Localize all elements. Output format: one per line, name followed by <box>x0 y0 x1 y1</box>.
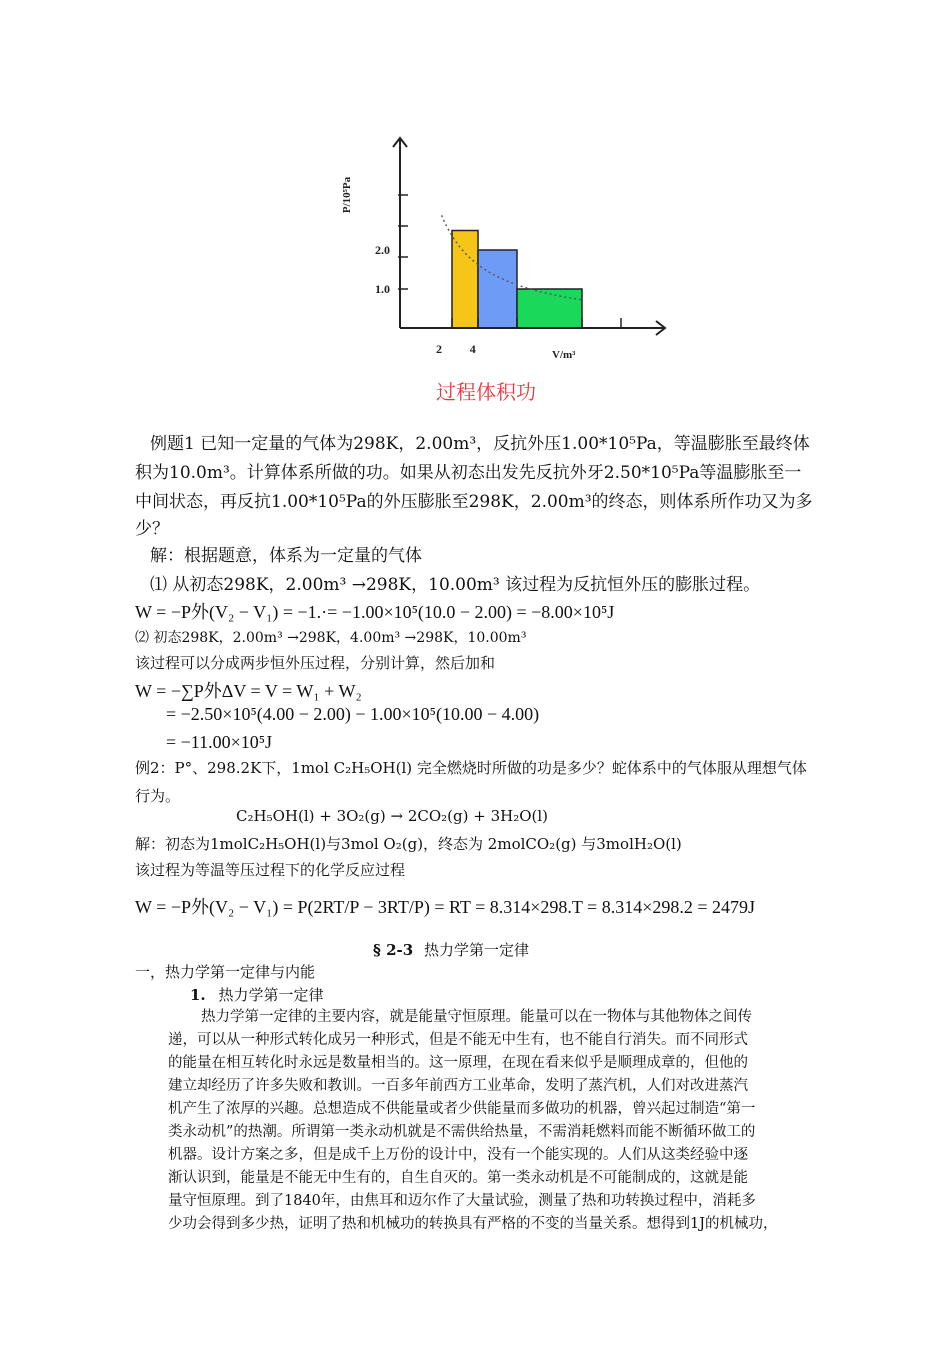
example2-line1: 例2：P°、298.2K下，1mol C₂H₅OH(l) 完全燃烧时所做的功是多少？蛇体系中的气体服从理想气体 <box>135 759 807 777</box>
example1-line4: 少？ <box>135 519 169 539</box>
x-tick-label: 4 <box>469 342 476 356</box>
section-title: 热力学第一定律 <box>423 941 529 959</box>
body-line: 渐认识到，能量是不能无中生有的，自生自灭的。第一类永动机是不可能制成的，这就是能 <box>168 1170 748 1186</box>
body-line: 递，可以从一种形式转化成另一种形式，但是不能无中生有，也不能自行消失。而不同形式 <box>168 1032 748 1048</box>
equation-2a: W = −∑P外ΔV = V = W₁ + W₂ <box>135 681 362 701</box>
body-line: 少功会得到多少热，证明了热和机械功的转换具有严格的不变的当量关系。想得到1J的机械功， <box>168 1216 778 1232</box>
example1-solution: 解：根据题意，体系为一定量的气体 <box>150 546 422 566</box>
section-number: § 2-3 <box>373 941 414 959</box>
body-line: 机产生了浓厚的兴趣。总想造成不供能量或者少供能量而多做功的机器，曾兴起过制造“第一 <box>168 1101 756 1117</box>
x-tick-label: 2 <box>436 342 442 356</box>
subsubsection-heading <box>190 985 323 1006</box>
reaction-equation: C₂H₅OH(l) + 3O₂(g) → 2CO₂(g) + 3H₂O(l) <box>236 807 549 825</box>
y-tick-label: 2.0 <box>375 243 390 257</box>
body-line: 机器。设计方案之多，但是成千上万份的设计中，没有一个能实现的。人们从这类经验中逐 <box>168 1147 748 1163</box>
equation-1: W = −P外(V₂ − V₁) = −1.·= −1.00×10⁵(10.0 − 2.00) = −8.00×10⁵J <box>135 602 615 622</box>
example2-line2: 行为。 <box>135 787 181 805</box>
example1-line2: 积为10.0m³。计算体系所做的功。如果从初态出发先反抗外牙2.50*10⁵Pa等温膨胀至一 <box>135 463 802 483</box>
subsubsection-title: 热力学第一定律 <box>218 986 324 1004</box>
equation-2b: = −2.50×10⁵(4.00 − 2.00) − 1.00×10⁵(10.00 − 4.00) <box>166 704 540 724</box>
body-line: 的能量在相互转化时永远是数量相当的。这一原理，在现在看来似乎是顺理成章的，但他的 <box>168 1055 748 1071</box>
equation-3: W = −P外(V₂ − V₁) = P(2RT/P − 3RT/P) = RT = 8.314×298.T = 8.314×298.2 = 2479J <box>135 897 756 917</box>
figure-caption: 过程体积功 <box>436 380 536 404</box>
example1-step2-note: 该过程可以分成两步恒外压过程，分别计算，然后加和 <box>135 654 496 672</box>
body-line: 热力学第一定律的主要内容，就是能量守恒原理。能量可以在一物体与其他物体之间传 <box>201 1009 752 1025</box>
body-line: 类永动机”的热潮。所谓第一类永动机就是不需供给热量，不需消耗燃料而能不断循环做工的 <box>168 1124 756 1140</box>
section-heading <box>373 940 529 961</box>
body-line: 量守恒原理。到了1840年，由焦耳和迈尔作了大量试验，测量了热和功转换过程中，消耗多 <box>168 1193 756 1209</box>
x-axis-label: V/m³ <box>552 349 576 361</box>
y-axis-label: P/10⁵Pa <box>341 176 353 214</box>
example2-solution: 解：初态为1molC₂H₅OH(l)与3mol O₂(g)，终态为 2molCO₂(g) 与3molH₂O(l) <box>135 835 682 853</box>
equation-2c: = −11.00×10⁵J <box>166 732 273 752</box>
example1-line3: 中间状态，再反抗1.00*10⁵Pa的外压膨胀至298K，2.00m³的终态，则体系所作功又为多 <box>135 492 813 512</box>
example1-step1: ⑴ 从初态298K，2.00m³ →298K，10.00m³ 该过程为反抗恒外压的膨胀过程。 <box>150 575 761 595</box>
example1-line1: 例题1 已知一定量的气体为298K，2.00m³，反抗外压1.00*10⁵Pa，等温膨胀至最终体 <box>150 434 810 454</box>
bar-2 <box>478 250 517 328</box>
subsection-heading: 一，热力学第一定律与内能 <box>135 963 316 981</box>
bar-3 <box>517 289 582 328</box>
y-tick-label: 1.0 <box>375 282 390 296</box>
bar-1 <box>452 231 478 329</box>
section-body <box>168 1006 850 1236</box>
pv-work-chart <box>330 130 680 380</box>
subsubsection-number: 1. <box>190 986 206 1004</box>
example2-note: 该过程为等温等压过程下的化学反应过程 <box>135 861 406 879</box>
body-line: 建立却经历了许多失败和教训。一百多年前西方工业革命，发明了蒸汽机，人们对改进蒸汽 <box>168 1078 748 1094</box>
example1-step2: ⑵ 初态298K，2.00m³ →298K，4.00m³ →298K，10.00m³ <box>135 630 527 646</box>
